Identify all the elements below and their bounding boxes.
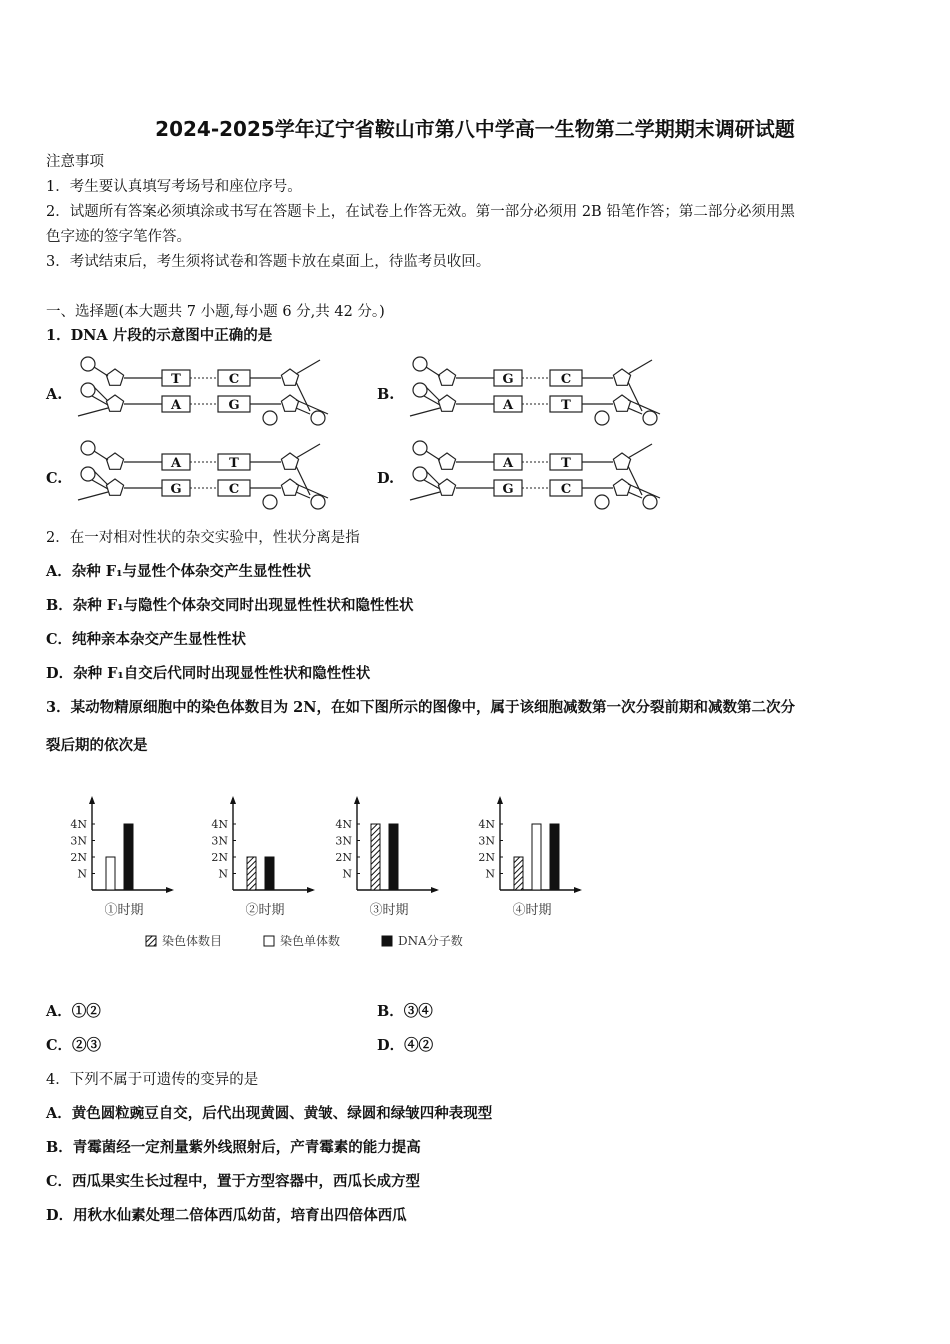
panel-label: ②时期 <box>245 903 285 918</box>
backbone-line <box>424 480 440 489</box>
notice-item: 色字迹的签字笔作答。 <box>46 229 191 245</box>
backbone-line <box>296 360 320 374</box>
q3-option-b[interactable]: B．③④ <box>377 1003 433 1020</box>
y-tick-label: 2N <box>335 851 352 864</box>
bar <box>550 824 559 890</box>
panel-label: ④时期 <box>512 903 552 918</box>
y-tick-label: N <box>218 867 228 881</box>
backbone-line <box>92 480 108 489</box>
question-4-stem: 4．下列不属于可遗传的变异的是 <box>46 1072 259 1088</box>
section-heading: 一、选择题(本大题共 7 小题,每小题 6 分,共 42 分。) <box>46 304 385 320</box>
base-letter: A <box>502 456 514 471</box>
backbone-line <box>628 484 660 498</box>
base-letter: T <box>171 372 181 387</box>
base-letter: C <box>560 482 572 497</box>
backbone-line <box>628 492 642 498</box>
backbone-line <box>628 382 642 411</box>
dna-diagram-a[interactable] <box>70 356 335 428</box>
bar <box>265 857 274 890</box>
phosphate-group <box>595 411 609 425</box>
bar <box>106 857 115 890</box>
y-tick-label: 3N <box>211 834 228 848</box>
backbone-line <box>94 367 108 376</box>
backbone-line <box>78 492 108 500</box>
phosphate-group <box>413 441 427 455</box>
notice-heading: 注意事项 <box>46 154 104 170</box>
backbone-line <box>426 367 440 376</box>
y-tick-label: 2N <box>70 851 87 864</box>
phosphate-group <box>81 383 95 397</box>
q2-option-d[interactable]: D．杂种 F₁自交后代同时出现显性性状和隐性性状 <box>46 665 371 682</box>
question-2-stem: 2．在一对相对性状的杂交实验中，性状分离是指 <box>46 530 360 546</box>
phosphate-group <box>263 411 277 425</box>
base-letter: A <box>502 398 514 413</box>
base-letter: T <box>561 398 571 413</box>
legend-label: 染色单体数 <box>280 934 341 948</box>
y-tick-label: 4N <box>211 818 228 831</box>
bar <box>371 824 380 890</box>
legend-label: 染色体数目 <box>162 934 223 948</box>
backbone-line <box>628 444 652 458</box>
y-tick-label: 3N <box>70 834 87 848</box>
y-axis-arrow <box>230 796 236 804</box>
q3-option-d[interactable]: D．④② <box>377 1037 434 1054</box>
backbone-line <box>296 400 328 414</box>
x-axis-arrow <box>431 887 439 893</box>
y-axis-arrow <box>89 796 95 804</box>
y-tick-label: N <box>342 867 352 881</box>
y-tick-label: 2N <box>211 851 228 864</box>
q4-option-b[interactable]: B．青霉菌经一定剂量紫外线照射后，产青霉素的能力提高 <box>46 1139 421 1156</box>
base-letter: G <box>228 398 240 413</box>
page-title: 2024-2025学年辽宁省鞍山市第八中学高一生物第二学期期末调研试题 <box>155 117 795 141</box>
base-letter: C <box>228 372 240 387</box>
deoxyribose-sugar <box>106 453 123 469</box>
base-letter: G <box>170 482 182 497</box>
base-letter: A <box>170 456 182 471</box>
backbone-line <box>628 360 652 374</box>
panel-label: ①时期 <box>104 903 144 918</box>
backbone-line <box>92 396 108 405</box>
phosphate-group <box>643 495 657 509</box>
phosphate-group <box>81 357 95 371</box>
deoxyribose-sugar <box>106 479 123 495</box>
phosphate-group <box>595 495 609 509</box>
phosphate-group <box>263 495 277 509</box>
backbone-line <box>296 484 328 498</box>
deoxyribose-sugar <box>281 395 298 411</box>
bar <box>124 824 133 890</box>
legend-swatch <box>382 936 392 946</box>
backbone-line <box>628 466 642 495</box>
phosphate-group <box>413 467 427 481</box>
backbone-line <box>410 492 440 500</box>
y-tick-label: 4N <box>70 818 87 831</box>
backbone-line <box>78 408 108 416</box>
q1-option-c-label: C. <box>46 470 63 487</box>
q4-option-d[interactable]: D．用秋水仙素处理二倍体西瓜幼苗，培育出四倍体西瓜 <box>46 1207 407 1224</box>
phosphate-group <box>643 411 657 425</box>
deoxyribose-sugar <box>438 395 455 411</box>
y-tick-label: 4N <box>335 818 352 831</box>
backbone-line <box>296 408 310 414</box>
base-letter: C <box>560 372 572 387</box>
backbone-line <box>296 382 310 411</box>
q3-option-c[interactable]: C．②③ <box>46 1037 102 1054</box>
dna-diagram-b[interactable] <box>402 356 667 428</box>
q2-option-a[interactable]: A．杂种 F₁与显性个体杂交产生显性性状 <box>46 563 311 580</box>
backbone-line <box>296 466 310 495</box>
deoxyribose-sugar <box>438 369 455 385</box>
phosphate-group <box>81 441 95 455</box>
backbone-line <box>424 396 440 405</box>
backbone-line <box>296 444 320 458</box>
q3-option-a[interactable]: A．①② <box>46 1003 101 1020</box>
backbone-line <box>296 492 310 498</box>
y-tick-label: 2N <box>478 851 495 864</box>
y-tick-label: 4N <box>478 818 495 831</box>
notice-item: 3．考试结束后，考生须将试卷和答题卡放在桌面上，待监考员收回。 <box>46 254 491 270</box>
y-axis-arrow <box>497 796 503 804</box>
question-3-stem: 3．某动物精原细胞中的染色体数目为 2N，在如下图所示的图像中，属于该细胞减数第一次分裂前期和减数第二次分 <box>46 699 795 716</box>
question-3-stem-cont: 裂后期的依次是 <box>46 737 148 754</box>
backbone-line <box>426 451 440 460</box>
base-letter: C <box>228 482 240 497</box>
y-tick-label: N <box>485 867 495 881</box>
y-tick-label: 3N <box>478 834 495 848</box>
deoxyribose-sugar <box>438 479 455 495</box>
q4-option-c[interactable]: C．西瓜果实生长过程中，置于方型容器中，西瓜长成方型 <box>46 1173 421 1190</box>
base-letter: A <box>170 398 182 413</box>
deoxyribose-sugar <box>281 479 298 495</box>
chromosome-bar-charts <box>60 790 620 960</box>
phosphate-group <box>311 495 325 509</box>
backbone-line <box>628 408 642 414</box>
y-tick-label: 3N <box>335 834 352 848</box>
bar <box>532 824 541 890</box>
bar <box>389 824 398 890</box>
base-letter: G <box>502 372 514 387</box>
dna-diagram-d[interactable] <box>402 440 667 512</box>
backbone-line <box>94 451 108 460</box>
panel-label: ③时期 <box>369 903 409 918</box>
bar <box>247 857 256 890</box>
legend-swatch <box>264 936 274 946</box>
bar <box>514 857 523 890</box>
deoxyribose-sugar <box>613 479 630 495</box>
deoxyribose-sugar <box>106 395 123 411</box>
base-letter: T <box>561 456 571 471</box>
deoxyribose-sugar <box>613 395 630 411</box>
deoxyribose-sugar <box>106 369 123 385</box>
backbone-line <box>628 400 660 414</box>
q1-option-a-label: A. <box>46 386 63 403</box>
phosphate-group <box>413 383 427 397</box>
x-axis-arrow <box>166 887 174 893</box>
phosphate-group <box>81 467 95 481</box>
q1-option-b-label: B. <box>377 386 395 403</box>
notice-item: 2．试题所有答案必须填涂或书写在答题卡上，在试卷上作答无效。第一部分必须用 2B 铅笔作答；第二部分必须用黑 <box>46 204 795 220</box>
q1-option-d-label: D. <box>377 470 395 487</box>
base-letter: T <box>229 456 239 471</box>
question-1-stem: 1．DNA 片段的示意图中正确的是 <box>46 327 273 344</box>
q4-option-a[interactable]: A．黄色圆粒豌豆自交，后代出现黄圆、黄皱、绿圆和绿皱四种表现型 <box>46 1105 493 1122</box>
legend-swatch <box>146 936 156 946</box>
q2-option-c[interactable]: C．纯种亲本杂交产生显性性状 <box>46 631 247 648</box>
q2-option-b[interactable]: B．杂种 F₁与隐性个体杂交同时出现显性性状和隐性性状 <box>46 597 414 614</box>
x-axis-arrow <box>574 887 582 893</box>
backbone-line <box>410 408 440 416</box>
phosphate-group <box>413 357 427 371</box>
notice-item: 1．考生要认真填写考场号和座位序号。 <box>46 179 302 195</box>
legend-label: DNA分子数 <box>398 934 463 948</box>
deoxyribose-sugar <box>438 453 455 469</box>
base-letter: G <box>502 482 514 497</box>
y-tick-label: N <box>77 867 87 881</box>
dna-diagram-c[interactable] <box>70 440 335 512</box>
y-axis-arrow <box>354 796 360 804</box>
x-axis-arrow <box>307 887 315 893</box>
phosphate-group <box>311 411 325 425</box>
